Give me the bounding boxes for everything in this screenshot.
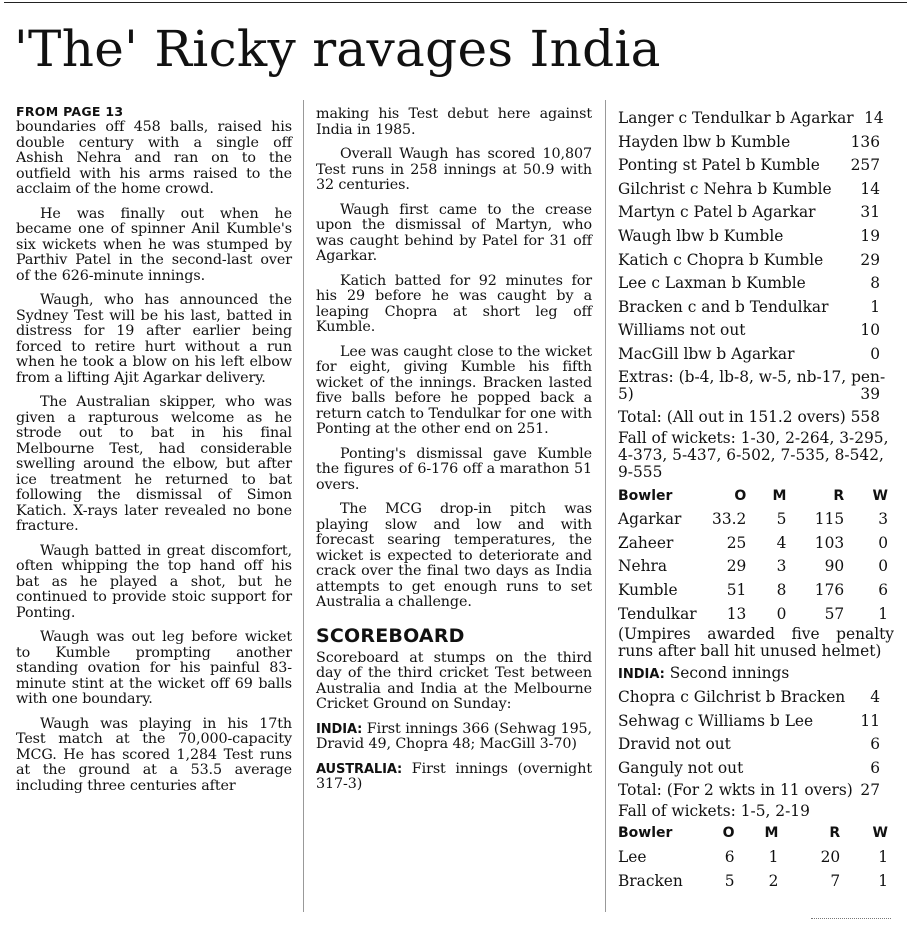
bowler-wickets: 1 [878, 604, 888, 623]
bowler-overs: 25 [726, 533, 747, 552]
batsman-dismissal: Ganguly not out [618, 758, 744, 777]
india-label: INDIA: [316, 721, 363, 737]
paragraph: Waugh first came to the crease upon the dismissal of Martyn, who was caught behind by Patel for 31 off Agarkar. [316, 201, 592, 264]
bowler-runs: 57 [824, 604, 845, 623]
batsman-runs: 257 [850, 156, 880, 175]
batsman-dismissal: Lee c Laxman b Kumble [618, 274, 806, 293]
india-first-innings [316, 722, 592, 753]
extras-value: 39 [860, 384, 880, 403]
batsman-runs: 6 [870, 735, 880, 754]
bowler-wickets: 6 [878, 580, 888, 599]
bowling-row [618, 508, 894, 532]
bowler-runs: 115 [814, 510, 845, 529]
bowling-row [618, 870, 894, 894]
runs-header: R [833, 487, 845, 504]
batsman-runs: 10 [860, 321, 880, 340]
batting-row [618, 319, 894, 343]
batsman-dismissal: MacGill lbw b Agarkar [618, 344, 795, 363]
australia-bowling-table [618, 485, 894, 627]
batsman-runs: 6 [870, 758, 880, 777]
bowler-name: Lee [618, 848, 647, 867]
batsman-dismissal: Ponting st Patel b Kumble [618, 156, 820, 175]
page-footer-mark [811, 918, 891, 925]
paragraph: Katich batted for 92 minutes for his 29 before he was caught by a leaping Chopra at short leg off Kumble. [316, 272, 592, 335]
batsman-runs: 4 [870, 688, 880, 707]
batsman-dismissal: Bracken c and b Tendulkar [618, 297, 829, 316]
bowler-name: Nehra [618, 557, 668, 576]
paragraph: He was finally out when he became one of spinner Anil Kumble's six wickets when he was stumped by Parthiv Patel in the second-last over of the 626-minute innings. [16, 205, 292, 284]
batsman-runs: 136 [850, 132, 880, 151]
bowler-wickets: 0 [878, 557, 888, 576]
batsman-dismissal: Sehwag c Williams b Lee [618, 711, 814, 730]
bowler-runs: 176 [814, 580, 845, 599]
paragraph: making his Test debut here against India in 1985. [316, 106, 592, 138]
paragraph: boundaries off 458 balls, raised his double century with a single off Ashish Nehra and ran on to the outfield with his arms raised to the acclaim of the home crowd. [16, 119, 292, 197]
bowling-row [618, 579, 894, 603]
batting-row [618, 249, 894, 273]
article-column-2 [316, 107, 592, 802]
paragraph: Overall Waugh has scored 10,807 Test runs in 258 innings at 50.9 with 32 centuries. [316, 146, 592, 193]
extras-label: Extras: (b-4, lb-8, w-5, nb-17, pen-5) [618, 367, 886, 403]
column-divider [303, 100, 304, 912]
batsman-runs: 1 [870, 297, 880, 316]
bowler-name: Zaheer [618, 533, 674, 552]
batsman-runs: 29 [860, 250, 880, 269]
column-divider [605, 100, 606, 912]
top-rule [4, 2, 907, 3]
maidens-header: M [764, 825, 779, 842]
innings-label: Second innings [669, 664, 790, 683]
india-label: INDIA: [618, 667, 665, 683]
wickets-header: W [872, 825, 888, 842]
batsman-runs: 11 [860, 711, 880, 730]
batsman-dismissal: Williams not out [618, 321, 746, 340]
paragraph: Waugh was out leg before wicket to Kumble prompting another standing ovation for his painful 83-minute stint at the wicket off 69 balls with one boundary. [16, 629, 292, 707]
bowler-overs: 29 [726, 557, 747, 576]
batsman-runs: 8 [870, 274, 880, 293]
batting-row [618, 201, 894, 225]
kicker: FROM PAGE 13 [16, 104, 124, 119]
fall-of-wickets: Fall of wickets: 1-5, 2-19 [618, 802, 810, 821]
scoreboard-heading: SCOREBOARD [316, 624, 465, 647]
batsman-runs: 14 [864, 109, 884, 127]
bowler-name: Kumble [618, 580, 678, 599]
bowler-runs: 7 [830, 871, 841, 890]
india-bowling-table [618, 822, 894, 893]
batting-row [618, 733, 894, 757]
bowler-overs: 5 [724, 871, 735, 890]
wickets-header: W [872, 487, 888, 504]
bowler-maidens: 3 [776, 557, 787, 576]
batting-row [618, 757, 894, 781]
paragraph: Waugh batted in great discomfort, often whipping the top hand off his bat as he played a shot, but he continued to provide stoic support for Ponting. [16, 542, 292, 621]
bowler-overs: 51 [726, 580, 747, 599]
total-value: 27 [860, 781, 880, 800]
bowler-name: Bracken [618, 871, 683, 890]
bowling-row [618, 846, 894, 870]
india-batting-list [618, 686, 894, 780]
bowler-overs: 33.2 [712, 510, 747, 529]
batsman-dismissal: Martyn c Patel b Agarkar [618, 203, 816, 222]
batting-row [618, 131, 894, 155]
bowler-name: Tendulkar [618, 604, 697, 623]
batting-row [618, 710, 894, 734]
paragraph: The MCG drop-in pitch was playing slow and low and with forecast searing temperatures, the wicket is expected to deteriorate and crack over the final two days as India attempts to get enough runs to set Australia a challenge. [316, 501, 592, 610]
batting-row [618, 686, 894, 710]
paragraph: Waugh was playing in his 17th Test match at the 70,000-capacity MCG. He has scored 1,284 Test runs at the ground at a 53.5 average including three centuries after [16, 715, 292, 794]
india-second-innings-heading [618, 663, 894, 685]
bowler-header: Bowler [618, 825, 673, 842]
batsman-dismissal: Dravid not out [618, 735, 731, 754]
batting-row [618, 272, 894, 296]
overs-header: O [734, 487, 747, 504]
batsman-dismissal: Katich c Chopra b Kumble [618, 250, 824, 269]
bowler-maidens: 1 [768, 848, 779, 867]
bowler-overs: 13 [726, 604, 747, 623]
batsman-dismissal: Langer c Tendulkar b Agarkar [618, 109, 854, 127]
batting-row [618, 343, 894, 367]
australia-first-innings-text: First innings (overnight 317-3) [316, 760, 592, 792]
bowler-wickets: 3 [878, 510, 888, 529]
headline: 'The' Ricky ravages India [14, 20, 661, 78]
overs-header: O [722, 825, 735, 842]
batting-row [618, 107, 894, 131]
batsman-runs: 31 [860, 203, 880, 222]
fall-of-wickets: Fall of wickets: 1-30, 2-264, 3-295, 4-373, 5-437, 6-502, 7-535, 8-542, 9-555 [618, 428, 889, 481]
maidens-header: M [772, 487, 787, 504]
bowler-maidens: 8 [776, 580, 787, 599]
batsman-dismissal: Gilchrist c Nehra b Kumble [618, 179, 832, 198]
bowler-runs: 103 [814, 533, 845, 552]
paragraph: The Australian skipper, who was given a rapturous welcome as he strode out to bat in his final Melbourne Test, had considerable swelling around the elbow, but after ice treatment he returned to bat following the dismissal of Simon Katich. X-rays later revealed no bone fracture. [16, 394, 292, 534]
bowler-maidens: 5 [776, 510, 787, 529]
scoreboard-intro: Scoreboard at stumps on the third day of the third cricket Test between Australia and India at the Melbourne Cricket Ground on Sunday: [316, 649, 592, 712]
batsman-dismissal: Hayden lbw b Kumble [618, 132, 791, 151]
batsman-dismissal: Waugh lbw b Kumble [618, 226, 784, 245]
paragraph: Waugh, who has announced the Sydney Test will be his last, batted in distress for 19 after earlier being forced to retire hurt without a run when he took a blow on his left elbow from a lifting Ajit Agarkar delivery. [16, 292, 292, 386]
india-first-innings-text: First innings 366 (Sehwag 195, Dravid 49, Chopra 48; MacGill 3-70) [316, 720, 593, 752]
australia-label: AUSTRALIA: [316, 761, 403, 777]
bowler-runs: 90 [824, 557, 845, 576]
bowler-header: Bowler [618, 487, 673, 504]
batting-row [618, 154, 894, 178]
bowler-wickets: 1 [878, 848, 888, 867]
bowler-maidens: 0 [776, 604, 787, 623]
batsman-runs: 0 [870, 344, 880, 363]
paragraph: Ponting's dismissal gave Kumble the figures of 6-176 off a marathon 51 overs. [316, 445, 592, 493]
bowling-row [618, 603, 894, 627]
scorecard-column [618, 107, 894, 893]
total-row [618, 780, 894, 801]
total-label: Total: (For 2 wkts in 11 overs) [618, 781, 853, 800]
total-label: Total: (All out in 151.2 overs) [618, 407, 846, 426]
bowling-row [618, 532, 894, 556]
bowler-overs: 6 [724, 848, 735, 867]
australia-batting-list [618, 107, 894, 367]
runs-header: R [829, 825, 841, 842]
batsman-dismissal: Chopra c Gilchrist b Bracken [618, 688, 846, 707]
bowler-wickets: 1 [878, 871, 888, 890]
total-row [618, 407, 894, 428]
bowling-row [618, 555, 894, 579]
australia-first-innings [316, 762, 592, 793]
article-column-1 [16, 104, 292, 803]
extras-row [618, 369, 894, 403]
batting-row [618, 178, 894, 202]
bowler-maidens: 4 [776, 533, 787, 552]
bowler-maidens: 2 [768, 871, 779, 890]
batsman-runs: 19 [860, 226, 880, 245]
umpire-note: (Umpires awarded five penalty runs after ball hit unused helmet) [618, 625, 894, 661]
total-value: 558 [850, 407, 880, 426]
batsman-runs: 14 [860, 179, 880, 198]
batting-row [618, 296, 894, 320]
bowler-runs: 20 [820, 848, 841, 867]
paragraph: Lee was caught close to the wicket for eight, giving Kumble his fifth wicket of the innings. Bracken lasted five balls before he popped back a return catch to Tendulkar for one with Ponting at the other end on 251. [316, 343, 592, 437]
bowler-wickets: 0 [878, 533, 888, 552]
batting-row [618, 225, 894, 249]
bowler-name: Agarkar [618, 510, 682, 529]
